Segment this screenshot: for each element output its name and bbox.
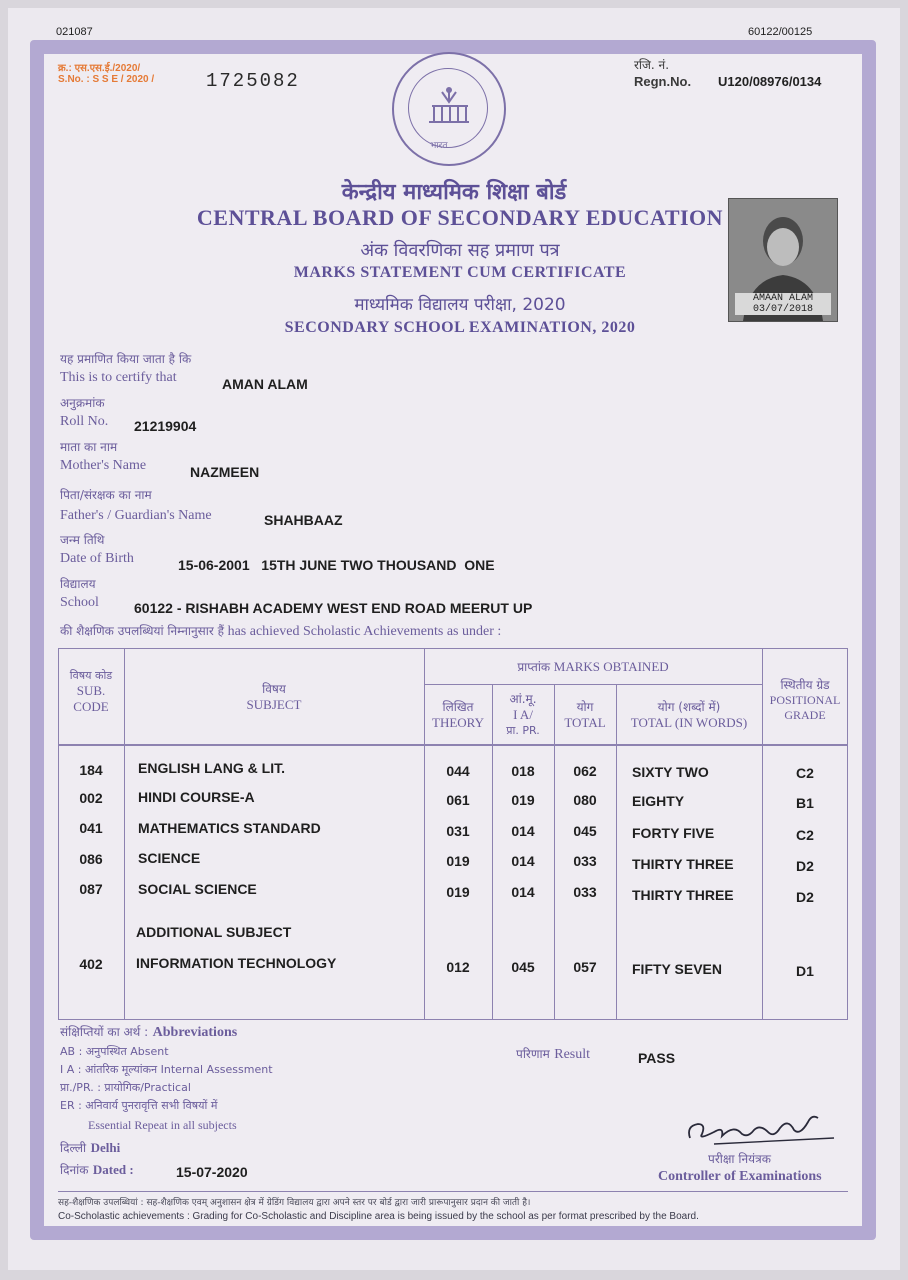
row-ia: 014	[511, 823, 535, 839]
abbrev-title-en: Abbreviations	[152, 1025, 238, 1040]
photo-caption-name: AMAAN ALAM	[752, 293, 813, 304]
row-code: 041	[79, 820, 103, 836]
result-label-hi: परिणाम	[516, 1047, 550, 1061]
seal-bharat: भारत	[430, 141, 448, 151]
father-label-en: Father's / Guardian's Name	[60, 508, 212, 523]
father-label-hi: पिता/संरक्षक का नाम	[60, 488, 152, 502]
dob-label-en: Date of Birth	[60, 551, 134, 566]
roll-number: 21219904	[134, 418, 197, 434]
header-words-en: TOTAL (IN WORDS)	[630, 715, 748, 730]
photo-caption-date: 03/07/2018	[752, 304, 813, 315]
dated-label-hi: दिनांक	[60, 1163, 89, 1177]
footer-divider	[58, 1191, 848, 1192]
roll-label-en: Roll No.	[60, 414, 109, 429]
row-grade: D1	[796, 963, 814, 979]
top-right-ref: 60122/00125	[748, 26, 813, 38]
student-photo	[728, 198, 838, 322]
row-total: 033	[573, 853, 597, 869]
row-words: FORTY FIVE	[632, 825, 715, 841]
school-label-en: School	[60, 595, 99, 610]
certify-label-hi: यह प्रमाणित किया जाता है कि	[60, 352, 192, 366]
header-subject-hi: विषय	[262, 682, 286, 696]
row-theory: 019	[446, 884, 470, 900]
school-label-hi: विद्यालय	[60, 577, 96, 591]
controller-signature-icon	[684, 1108, 840, 1152]
board-name-en: CENTRAL BOARD OF SECONDARY EDUCATION	[196, 205, 724, 230]
serial-label-en: S.No. : S S E / 2020 /	[58, 74, 155, 85]
header-grade-en2: GRADE	[784, 708, 826, 722]
result-label-en: Result	[554, 1047, 591, 1062]
header-grade-en1: POSITIONAL	[769, 693, 841, 707]
controller-hi: परीक्षा नियंत्रक	[708, 1152, 771, 1166]
header-ia-hi: आं.मू.	[509, 692, 537, 706]
abbrev-pr: प्रा./PR. : प्रायोगिक/Practical	[60, 1081, 191, 1094]
row-subject: INFORMATION TECHNOLOGY	[136, 955, 337, 971]
father-name: SHAHBAAZ	[264, 512, 343, 528]
place-hi: दिल्ली	[60, 1141, 87, 1155]
row-words: THIRTY THREE	[632, 887, 734, 903]
board-name-hi: केन्द्रीय माध्यमिक शिक्षा बोर्ड	[341, 180, 567, 205]
row-ia: 014	[511, 853, 535, 869]
row-total: 062	[573, 763, 597, 779]
row-grade: D2	[796, 858, 814, 874]
row-theory: 031	[446, 823, 470, 839]
roll-label-hi: अनुक्रमांक	[60, 396, 105, 410]
row-theory: 012	[446, 959, 470, 975]
cbse-seal-icon	[392, 52, 506, 166]
exam-title-en: SECONDARY SCHOOL EXAMINATION, 2020	[284, 319, 636, 336]
row-subject: ENGLISH LANG & LIT.	[138, 760, 285, 776]
date-of-birth: 15-06-2001 15TH JUNE TWO THOUSAND ONE	[178, 557, 495, 573]
row-words: FIFTY SEVEN	[632, 961, 722, 977]
row-grade: D2	[796, 889, 814, 905]
row-grade: C2	[796, 765, 814, 781]
achieve-label-en: has achieved Scholastic Achievements as under :	[227, 624, 502, 639]
header-pr: प्रा. PR.	[506, 724, 540, 737]
row-words: SIXTY TWO	[632, 764, 709, 780]
row-ia: 019	[511, 792, 535, 808]
row-words: EIGHTY	[632, 793, 685, 809]
header-total-en: TOTAL	[564, 715, 606, 730]
header-theory-en: THEORY	[432, 715, 484, 730]
header-subject-en: SUBJECT	[246, 697, 302, 712]
row-subject: SOCIAL SCIENCE	[138, 881, 257, 897]
row-subject: HINDI COURSE-A	[138, 789, 255, 805]
header-marks-en: MARKS OBTAINED	[553, 659, 669, 674]
row-words: THIRTY THREE	[632, 856, 734, 872]
header-code-en1: SUB.	[76, 683, 106, 698]
abbrev-er1: ER : अनिवार्य पुनरावृत्ति सभी विषयों में	[60, 1099, 218, 1112]
dated-label-en: Dated :	[92, 1162, 134, 1177]
row-code: 087	[79, 881, 103, 897]
mother-label-hi: माता का नाम	[60, 440, 118, 454]
row-theory: 019	[446, 853, 470, 869]
header-theory-hi: लिखित	[442, 700, 474, 714]
regn-label-en: Regn.No.	[634, 74, 692, 89]
row-code: 402	[79, 956, 103, 972]
regn-number: U120/08976/0134	[718, 74, 822, 89]
serial-label-hi: क्र.: एस.एस.ई./2020/	[58, 63, 141, 74]
row-total: 057	[573, 959, 597, 975]
abbrev-ab: AB : अनुपस्थित Absent	[60, 1045, 169, 1058]
additional-subject-label: ADDITIONAL SUBJECT	[136, 924, 292, 940]
header-ia-en: I A/	[513, 707, 533, 722]
row-theory: 061	[446, 792, 470, 808]
exam-title-hi: माध्यमिक विद्यालय परीक्षा, 2020	[354, 295, 566, 315]
serial-number: 1725082	[206, 70, 300, 92]
row-grade: C2	[796, 827, 814, 843]
abbrev-er2: Essential Repeat in all subjects	[88, 1118, 237, 1132]
regn-label-hi: रजि. नं.	[634, 58, 670, 72]
dob-label-hi: जन्म तिथि	[60, 533, 105, 547]
school-name: 60122 - RISHABH ACADEMY WEST END ROAD MEERUT UP	[134, 600, 533, 616]
row-theory: 044	[446, 763, 470, 779]
abbrev-ia: I A : आंतरिक मूल्यांकन Internal Assessment	[60, 1063, 273, 1076]
header-words-hi: योग (शब्दों में)	[657, 700, 721, 714]
row-code: 002	[79, 790, 103, 806]
achieve-label-hi: की शैक्षणिक उपलब्धियां निम्नानुसार हैं	[60, 624, 224, 638]
row-subject: SCIENCE	[138, 850, 201, 866]
row-ia: 018	[511, 763, 535, 779]
certify-label-en: This is to certify that	[60, 370, 177, 385]
row-total: 080	[573, 792, 597, 808]
footer-en: Co-Scholastic achievements : Grading for Co-Scholastic and Discipline area is being issued by the school as per format prescribed by the Board.	[58, 1211, 699, 1222]
footer-hi: सह-शैक्षणिक उपलब्धियां : सह-शैक्षणिक एवम् अनुशासन क्षेत्र में ग्रेडिंग विद्यालय द्वारा अपने स्तर पर बोर्ड द्वारा जारी प्रारूपानुसार प्रदान की जाती है।	[58, 1198, 531, 1208]
student-name: AMAN ALAM	[222, 376, 308, 392]
row-total: 033	[573, 884, 597, 900]
row-grade: B1	[796, 795, 814, 811]
mother-label-en: Mother's Name	[60, 458, 147, 473]
header-grade-hi: स्थितीय ग्रेड	[780, 678, 830, 692]
row-ia: 014	[511, 884, 535, 900]
place-en: Delhi	[90, 1140, 121, 1155]
cert-title-hi: अंक विवरणिका सह प्रमाण पत्र	[360, 240, 560, 261]
result-value: PASS	[638, 1050, 676, 1066]
row-code: 086	[79, 851, 103, 867]
header-total-hi: योग	[576, 700, 594, 714]
row-ia: 045	[511, 959, 535, 975]
row-subject: MATHEMATICS STANDARD	[138, 820, 321, 836]
header-code-en2: CODE	[73, 699, 109, 714]
row-code: 184	[79, 762, 103, 778]
mother-name: NAZMEEN	[190, 464, 260, 480]
header-marks-hi: प्राप्तांक	[517, 660, 551, 674]
dated-value: 15-07-2020	[176, 1164, 248, 1180]
abbrev-title-hi: संक्षिप्तियों का अर्थ :	[60, 1025, 149, 1039]
top-left-ref: 021087	[56, 26, 93, 38]
controller-en: Controller of Examinations	[658, 1169, 822, 1184]
cert-title-en: MARKS STATEMENT CUM CERTIFICATE	[293, 264, 627, 281]
row-total: 045	[573, 823, 597, 839]
header-code-hi: विषय कोड	[69, 669, 113, 682]
